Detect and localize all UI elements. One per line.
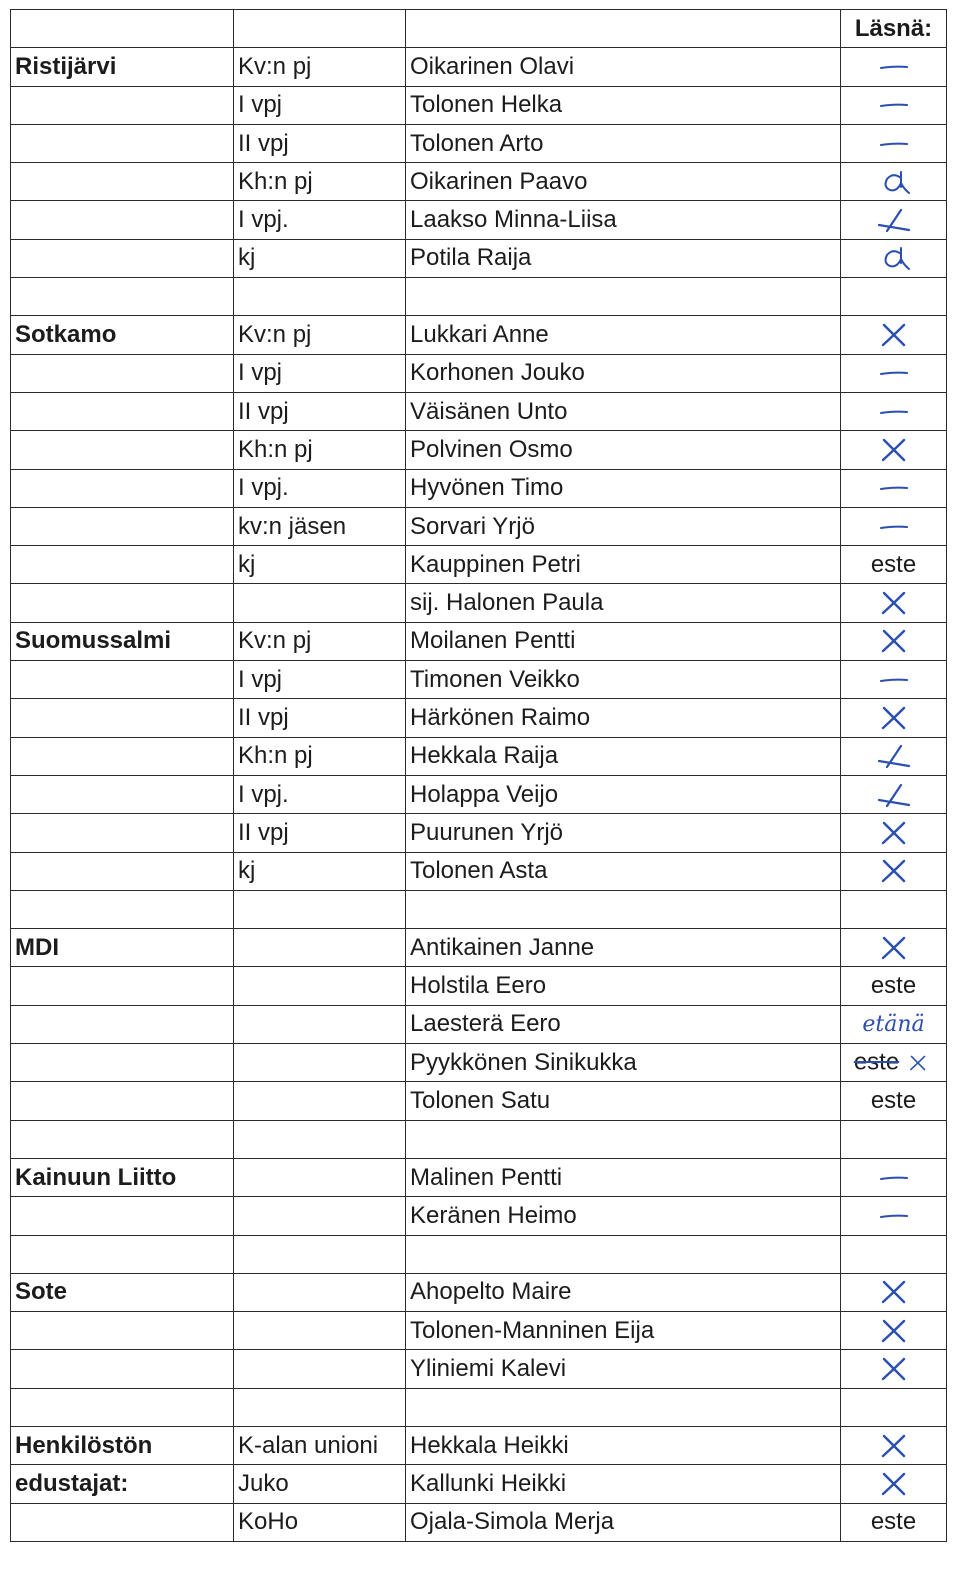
- group-cell: [11, 1350, 234, 1388]
- dash-mark-icon: [871, 1201, 917, 1231]
- table-row: [11, 469, 947, 507]
- dash-mark-icon: [871, 52, 917, 82]
- cross-mark-icon: [871, 588, 917, 618]
- name-cell: Oikarinen Paavo: [406, 163, 841, 201]
- cross-mark-icon: [871, 818, 917, 848]
- name-cell: Korhonen Jouko: [406, 354, 841, 392]
- name-cell: sij. Halonen Paula: [406, 584, 841, 622]
- group-cell: [11, 546, 234, 584]
- role-cell: kj: [234, 239, 406, 277]
- status-cell: [841, 1158, 947, 1196]
- group-cell: Sote: [11, 1273, 234, 1311]
- table-row: [11, 546, 947, 584]
- dash-mark-icon: [871, 1163, 917, 1193]
- name-cell: Hekkala Heikki: [406, 1426, 841, 1464]
- status-cell: [841, 814, 947, 852]
- status-cell: [841, 1465, 947, 1503]
- role-cell: I vpj: [234, 354, 406, 392]
- cross-mark-icon: [871, 1469, 917, 1499]
- table-row: [11, 1388, 947, 1426]
- group-cell: [11, 1235, 234, 1273]
- role-cell: [234, 1005, 406, 1043]
- cross-mark-icon: [871, 435, 917, 465]
- role-cell: [234, 1197, 406, 1235]
- alpha-mark-icon: [871, 167, 917, 197]
- status-cell: [841, 1312, 947, 1350]
- status-cell: [841, 163, 947, 201]
- name-cell: Lukkari Anne: [406, 316, 841, 354]
- table-row: [11, 929, 947, 967]
- dash-mark-icon: [871, 397, 917, 427]
- status-cell: [841, 1044, 947, 1082]
- cross-mark-icon: [871, 626, 917, 656]
- group-cell: [11, 1044, 234, 1082]
- role-cell: [234, 278, 406, 316]
- group-cell: MDI: [11, 929, 234, 967]
- role-cell: Kh:n pj: [234, 163, 406, 201]
- status-cell: [841, 1426, 947, 1464]
- attendance-rows: [11, 10, 947, 1542]
- group-cell: edustajat:: [11, 1465, 234, 1503]
- table-row: [11, 737, 947, 775]
- group-cell: Kainuun Liitto: [11, 1158, 234, 1196]
- name-cell: Pyykkönen Sinikukka: [406, 1044, 841, 1082]
- name-cell: Väisänen Unto: [406, 392, 841, 430]
- group-cell: [11, 584, 234, 622]
- name-cell: Tolonen Asta: [406, 852, 841, 890]
- name-cell: [406, 1235, 841, 1273]
- status-cell: [841, 354, 947, 392]
- name-cell: Hyvönen Timo: [406, 469, 841, 507]
- group-cell: Henkilöstön: [11, 1426, 234, 1464]
- role-cell: II vpj: [234, 124, 406, 162]
- group-cell: [11, 814, 234, 852]
- table-row: [11, 661, 947, 699]
- name-cell: [406, 890, 841, 928]
- role-cell: K-alan unioni: [234, 1426, 406, 1464]
- status-text: este: [870, 1508, 917, 1536]
- group-cell: [11, 124, 234, 162]
- status-cell: [841, 699, 947, 737]
- status-text: este: [853, 1048, 900, 1075]
- name-cell: Malinen Pentti: [406, 1158, 841, 1196]
- role-cell: Juko: [234, 1465, 406, 1503]
- status-cell: [841, 1388, 947, 1426]
- name-cell: Ahopelto Maire: [406, 1273, 841, 1311]
- role-cell: [234, 584, 406, 622]
- name-cell: Moilanen Pentti: [406, 622, 841, 660]
- alpha-mark-icon: [871, 243, 917, 273]
- table-row: [11, 48, 947, 86]
- table-row: [11, 239, 947, 277]
- table-row: [11, 1312, 947, 1350]
- group-cell: [11, 469, 234, 507]
- group-cell: [11, 239, 234, 277]
- role-cell: Kv:n pj: [234, 48, 406, 86]
- dash-mark-icon: [871, 358, 917, 388]
- group-cell: [11, 507, 234, 545]
- role-cell: I vpj.: [234, 201, 406, 239]
- role-cell: I vpj.: [234, 775, 406, 813]
- name-cell: Puurunen Yrjö: [406, 814, 841, 852]
- cross-mark-icon: [871, 1354, 917, 1384]
- role-cell: Kh:n pj: [234, 431, 406, 469]
- role-cell: I vpj: [234, 86, 406, 124]
- group-cell: [11, 1197, 234, 1235]
- group-cell: [11, 775, 234, 813]
- attendance-table: [10, 9, 947, 1542]
- status-cell: [841, 775, 947, 813]
- status-cell: [841, 1197, 947, 1235]
- name-cell: Tolonen Helka: [406, 86, 841, 124]
- table-row: [11, 392, 947, 430]
- check-mark-icon: [871, 205, 917, 235]
- status-text: etänä: [862, 1012, 925, 1038]
- status-cell: [841, 201, 947, 239]
- group-cell: [11, 431, 234, 469]
- name-cell: Sorvari Yrjö: [406, 507, 841, 545]
- name-cell: Timonen Veikko: [406, 661, 841, 699]
- status-cell: [841, 507, 947, 545]
- group-cell: [11, 737, 234, 775]
- check-mark-icon: [871, 780, 917, 810]
- name-cell: Holstila Eero: [406, 967, 841, 1005]
- name-cell: Härkönen Raimo: [406, 699, 841, 737]
- status-cell: [841, 1082, 947, 1120]
- status-cell: [841, 1235, 947, 1273]
- role-cell: Kv:n pj: [234, 622, 406, 660]
- dash-mark-icon: [871, 473, 917, 503]
- table-row: [11, 1350, 947, 1388]
- role-cell: [234, 1082, 406, 1120]
- table-row: [11, 1158, 947, 1196]
- role-cell: [234, 967, 406, 1005]
- group-cell: [11, 201, 234, 239]
- name-cell: Antikainen Janne: [406, 929, 841, 967]
- group-cell: Sotkamo: [11, 316, 234, 354]
- dash-mark-icon: [871, 665, 917, 695]
- role-cell: II vpj: [234, 814, 406, 852]
- status-cell: [841, 278, 947, 316]
- table-row: [11, 278, 947, 316]
- role-cell: [234, 1273, 406, 1311]
- status-text: este: [870, 972, 917, 1000]
- name-cell: Hekkala Raija: [406, 737, 841, 775]
- name-cell: Keränen Heimo: [406, 1197, 841, 1235]
- status-cell: [841, 929, 947, 967]
- table-row: [11, 622, 947, 660]
- role-cell: [234, 1044, 406, 1082]
- cross-mark-icon: [871, 1316, 917, 1346]
- role-cell: II vpj: [234, 699, 406, 737]
- name-cell: [406, 10, 841, 48]
- name-cell: [406, 278, 841, 316]
- name-cell: Tolonen Arto: [406, 124, 841, 162]
- status-cell: [841, 1350, 947, 1388]
- table-row: [11, 1005, 947, 1043]
- status-cell: [841, 86, 947, 124]
- status-text: este: [870, 550, 917, 578]
- name-cell: Oikarinen Olavi: [406, 48, 841, 86]
- name-cell: Tolonen Satu: [406, 1082, 841, 1120]
- cross-mark-icon: [871, 703, 917, 733]
- status-cell: [841, 1273, 947, 1311]
- status-cell: [841, 967, 947, 1005]
- status-cell: [841, 392, 947, 430]
- group-cell: [11, 1005, 234, 1043]
- table-row: [11, 507, 947, 545]
- role-cell: Kv:n pj: [234, 316, 406, 354]
- group-cell: [11, 1388, 234, 1426]
- group-cell: [11, 967, 234, 1005]
- status-cell: [841, 316, 947, 354]
- table-row: [11, 10, 947, 48]
- role-cell: kj: [234, 546, 406, 584]
- status-cell: [841, 1120, 947, 1158]
- cross-mark-icon: [871, 1431, 917, 1461]
- table-row: [11, 1235, 947, 1273]
- name-cell: [406, 1120, 841, 1158]
- status-cell: [841, 546, 947, 584]
- role-cell: [234, 1388, 406, 1426]
- status-cell: [841, 469, 947, 507]
- dash-mark-icon: [871, 512, 917, 542]
- group-cell: Suomussalmi: [11, 622, 234, 660]
- role-cell: [234, 1312, 406, 1350]
- cross-mark-icon: [871, 856, 917, 886]
- table-row: [11, 163, 947, 201]
- table-row: [11, 852, 947, 890]
- role-cell: [234, 929, 406, 967]
- status-cell: [841, 239, 947, 277]
- cross-mark-icon: [871, 320, 917, 350]
- dash-mark-icon: [871, 129, 917, 159]
- cross-mark-icon: [903, 1050, 933, 1076]
- role-cell: [234, 890, 406, 928]
- name-cell: Holappa Veijo: [406, 775, 841, 813]
- status-cell: [841, 48, 947, 86]
- table-row: [11, 201, 947, 239]
- table-row: [11, 431, 947, 469]
- cross-mark-icon: [871, 933, 917, 963]
- group-cell: [11, 1503, 234, 1541]
- table-row: [11, 890, 947, 928]
- name-cell: Potila Raija: [406, 239, 841, 277]
- table-row: [11, 124, 947, 162]
- check-mark-icon: [871, 741, 917, 771]
- table-row: [11, 1197, 947, 1235]
- table-row: [11, 699, 947, 737]
- group-cell: [11, 699, 234, 737]
- role-cell: [234, 1120, 406, 1158]
- present-header: Läsnä:: [841, 10, 947, 48]
- group-cell: [11, 1120, 234, 1158]
- role-cell: [234, 1350, 406, 1388]
- table-row: [11, 354, 947, 392]
- name-cell: Laesterä Eero: [406, 1005, 841, 1043]
- role-cell: II vpj: [234, 392, 406, 430]
- group-cell: [11, 890, 234, 928]
- group-cell: [11, 86, 234, 124]
- table-row: [11, 1426, 947, 1464]
- group-cell: [11, 661, 234, 699]
- table-row: [11, 1503, 947, 1541]
- status-cell: [841, 584, 947, 622]
- role-cell: I vpj.: [234, 469, 406, 507]
- role-cell: kj: [234, 852, 406, 890]
- table-row: [11, 1273, 947, 1311]
- role-cell: Kh:n pj: [234, 737, 406, 775]
- group-cell: [11, 10, 234, 48]
- name-cell: Ojala-Simola Merja: [406, 1503, 841, 1541]
- group-cell: Ristijärvi: [11, 48, 234, 86]
- name-cell: Kallunki Heikki: [406, 1465, 841, 1503]
- status-cell: [841, 661, 947, 699]
- name-cell: Tolonen-Manninen Eija: [406, 1312, 841, 1350]
- role-cell: kv:n jäsen: [234, 507, 406, 545]
- status-cell: [841, 890, 947, 928]
- group-cell: [11, 1312, 234, 1350]
- table-row: [11, 814, 947, 852]
- table-row: [11, 1120, 947, 1158]
- table-row: [11, 1465, 947, 1503]
- group-cell: [11, 163, 234, 201]
- name-cell: Kauppinen Petri: [406, 546, 841, 584]
- table-row: [11, 967, 947, 1005]
- name-cell: Laakso Minna-Liisa: [406, 201, 841, 239]
- group-cell: [11, 1082, 234, 1120]
- name-cell: Polvinen Osmo: [406, 431, 841, 469]
- role-cell: KoHo: [234, 1503, 406, 1541]
- table-row: [11, 1044, 947, 1082]
- table-row: [11, 775, 947, 813]
- status-cell: [841, 737, 947, 775]
- table-row: [11, 86, 947, 124]
- table-row: [11, 1082, 947, 1120]
- role-cell: [234, 1158, 406, 1196]
- status-cell: [841, 1005, 947, 1043]
- cross-mark-icon: [871, 1277, 917, 1307]
- status-text: este: [870, 1086, 917, 1114]
- status-cell: [841, 852, 947, 890]
- table-row: [11, 316, 947, 354]
- group-cell: [11, 354, 234, 392]
- group-cell: [11, 278, 234, 316]
- dash-mark-icon: [871, 90, 917, 120]
- status-cell: [841, 622, 947, 660]
- role-cell: [234, 10, 406, 48]
- role-cell: [234, 1235, 406, 1273]
- role-cell: I vpj: [234, 661, 406, 699]
- group-cell: [11, 392, 234, 430]
- status-cell: [841, 431, 947, 469]
- name-cell: [406, 1388, 841, 1426]
- status-cell: [841, 124, 947, 162]
- table-row: [11, 584, 947, 622]
- status-cell: [841, 1503, 947, 1541]
- group-cell: [11, 852, 234, 890]
- name-cell: Yliniemi Kalevi: [406, 1350, 841, 1388]
